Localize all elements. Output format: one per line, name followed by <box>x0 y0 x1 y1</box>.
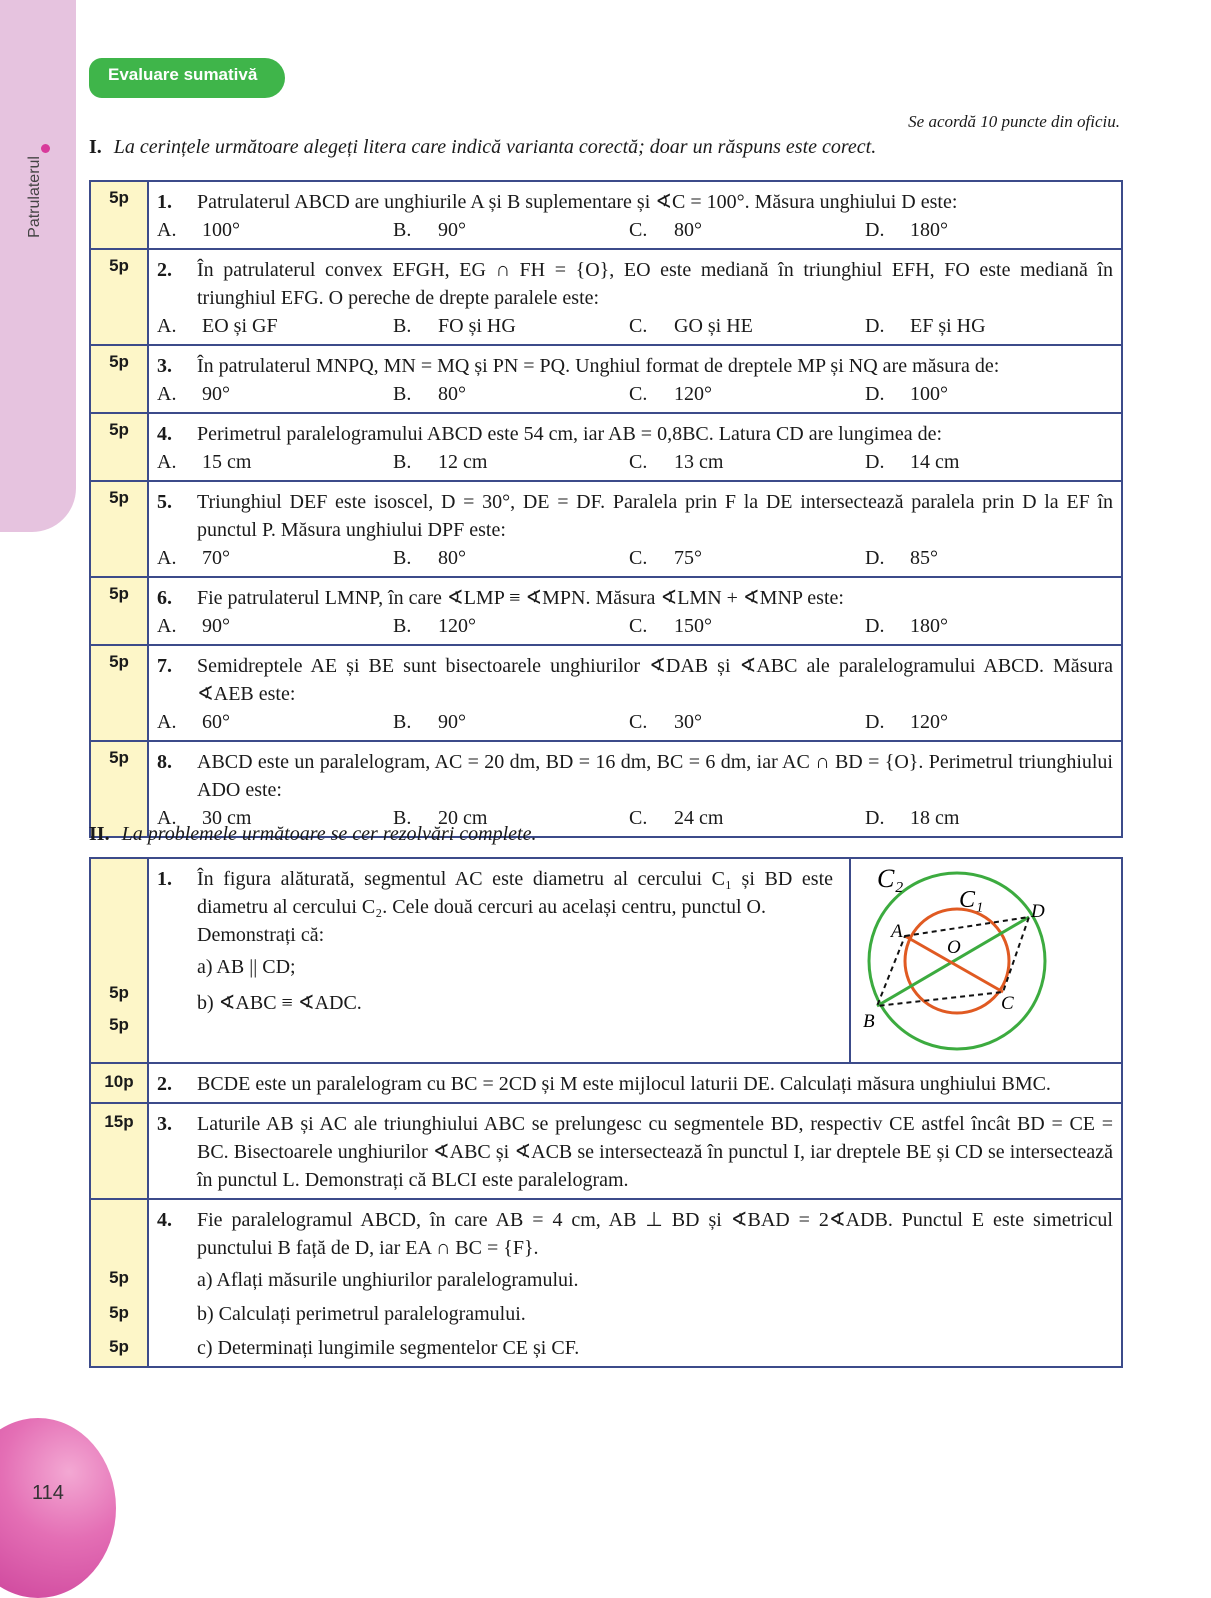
points-label: 5p <box>109 983 129 1002</box>
sidebar-tab <box>0 0 76 532</box>
answer-option[interactable] <box>393 708 629 736</box>
option-letter: C. <box>629 807 648 829</box>
sidebar-label: Patrulaterul <box>26 156 43 238</box>
question-body <box>148 481 1122 577</box>
problem-2-body <box>148 1063 1122 1103</box>
problem-4-row <box>90 1199 1122 1367</box>
option-value: 18 cm <box>910 807 960 829</box>
points-label: 5p <box>90 345 148 413</box>
option-letter: B. <box>393 547 412 569</box>
subquestion-a: a) Aflați măsurile unghiurilor paralelogramului. <box>197 1269 579 1291</box>
question-row <box>90 345 1122 413</box>
answer-option[interactable] <box>629 804 865 832</box>
question-number: 6. <box>157 587 172 609</box>
answer-option[interactable] <box>393 448 629 476</box>
points-label: 5p <box>109 1303 129 1322</box>
option-value: 15 cm <box>202 451 252 473</box>
points-label: 5p <box>90 481 148 577</box>
points-label: 10p <box>90 1063 148 1103</box>
option-letter: B. <box>393 711 412 733</box>
option-value: 12 cm <box>438 451 488 473</box>
option-letter: B. <box>393 615 412 637</box>
answer-option[interactable] <box>393 216 629 244</box>
section-1-title: I. La cerințele următoare alegeți litera care indică varianta corectă; doar un răspuns este corect. <box>89 136 877 158</box>
question-text: Patrulaterul ABCD are unghiurile A și B suplementare și ∢C = 100°. Măsura unghiului D este: <box>197 191 958 213</box>
answer-option[interactable] <box>393 544 629 572</box>
question-row <box>90 645 1122 741</box>
question-number: 8. <box>157 751 172 773</box>
answer-option[interactable] <box>393 380 629 408</box>
question-text: ABCD este un paralelogram, AC = 20 dm, BD = 16 dm, BC = 6 dm, iar AC ∩ BD = {O}. Perimetrul triunghiului ADO este: <box>197 751 1113 801</box>
option-value: 30° <box>674 711 702 733</box>
question-text: Fie patrulaterul LMNP, în care ∢LMP ≡ ∢MPN. Măsura ∢LMN + ∢MNP este: <box>197 587 844 609</box>
answer-option[interactable] <box>629 448 865 476</box>
answer-option[interactable] <box>629 380 865 408</box>
option-value: 100° <box>910 383 948 405</box>
option-value: 20 cm <box>438 807 488 829</box>
option-value: GO și HE <box>674 315 753 337</box>
option-letter: A. <box>157 711 177 733</box>
option-letter: C. <box>629 383 648 405</box>
problem-number: 2. <box>157 1073 172 1095</box>
option-letter: B. <box>393 315 412 337</box>
option-value: 24 cm <box>674 807 724 829</box>
option-value: 60° <box>202 711 230 733</box>
question-body <box>148 345 1122 413</box>
points-label: 5p <box>90 249 148 345</box>
label-a: A <box>891 921 903 942</box>
problem-1-body <box>148 858 850 1063</box>
option-letter: A. <box>157 807 177 829</box>
circles-figure <box>851 859 1121 1057</box>
problem-3-body <box>148 1103 1122 1199</box>
label-c: C <box>1001 993 1014 1014</box>
question-body <box>148 577 1122 645</box>
problem-1-row <box>90 858 1122 1063</box>
option-letter: C. <box>629 615 648 637</box>
answer-option[interactable] <box>629 312 865 340</box>
option-letter: C. <box>629 315 648 337</box>
label-c1: C₁ <box>959 887 984 913</box>
answer-options <box>157 216 1113 244</box>
question-number: 5. <box>157 491 172 513</box>
subquestion-b: b) Calculați perimetrul paralelogramului. <box>197 1303 526 1325</box>
answer-options <box>157 612 1113 640</box>
answer-option[interactable] <box>865 448 1101 476</box>
option-value: 180° <box>910 615 948 637</box>
option-letter: B. <box>393 219 412 241</box>
option-value: 100° <box>202 219 240 241</box>
question-text: Perimetrul paralelogramului ABCD este 54 cm, iar AB = 0,8BC. Latura CD are lungimea de: <box>197 423 942 445</box>
option-value: 90° <box>438 711 466 733</box>
question-text: În patrulaterul convex EFGH, EG ∩ FH = {O}, EO este mediană în triunghiul EFH, FO este mediană în triunghiul EFG. O pereche de drepte paralele este: <box>197 259 1113 309</box>
option-letter: A. <box>157 547 177 569</box>
question-row <box>90 181 1122 249</box>
option-value: 120° <box>910 711 948 733</box>
answer-option[interactable] <box>629 544 865 572</box>
option-value: FO și HG <box>438 315 516 337</box>
option-letter: A. <box>157 615 177 637</box>
option-value: 150° <box>674 615 712 637</box>
problem-text: Laturile AB și AC ale triunghiului ABC se prelungesc cu segmentele BD, respectiv CE astfel încât BD = CE = BC. Bisectoarele unghiurilor ∢ABC și ∢ACB se intersectează în punctul I, iar dreptele BE și CD se intersectează în punctul L. Demonstrați că BLCI este paralelogram. <box>197 1113 1113 1191</box>
label-b: B <box>863 1011 875 1032</box>
question-body <box>148 181 1122 249</box>
answer-option[interactable] <box>157 448 393 476</box>
option-letter: A. <box>157 383 177 405</box>
answer-option[interactable] <box>629 216 865 244</box>
problem-text: Fie paralelogramul ABCD, în care AB = 4 cm, AB ⊥ BD și ∢BAD = 2∢ADB. Punctul E este simetricul punctului B față de D, iar EA ∩ BC = {F}. <box>197 1209 1113 1259</box>
answer-option[interactable] <box>157 708 393 736</box>
part1-table <box>89 180 1123 838</box>
answer-options <box>157 380 1113 408</box>
answer-option[interactable] <box>865 612 1101 640</box>
question-body <box>148 645 1122 741</box>
page-number: 114 <box>32 1482 64 1504</box>
points-label: 5p <box>90 741 148 837</box>
option-letter: B. <box>393 383 412 405</box>
option-value: 120° <box>438 615 476 637</box>
subquestion-c: c) Determinați lungimile segmentelor CE și CF. <box>197 1337 580 1359</box>
question-text: În patrulaterul MNPQ, MN = MQ și PN = PQ. Unghiul format de dreptele MP și NQ are măsura de: <box>197 355 1000 377</box>
option-letter: C. <box>629 219 648 241</box>
problem-number: 3. <box>157 1113 172 1135</box>
problem-text: Demonstrați că: <box>197 924 325 946</box>
option-value: 85° <box>910 547 938 569</box>
problem-4-body <box>148 1199 1122 1367</box>
answer-options <box>157 312 1113 340</box>
points-label: 15p <box>90 1103 148 1199</box>
option-value: 90° <box>438 219 466 241</box>
answer-option[interactable] <box>157 380 393 408</box>
answer-option[interactable] <box>865 708 1101 736</box>
option-value: 180° <box>910 219 948 241</box>
points-label: 5p <box>90 413 148 481</box>
option-letter: D. <box>865 547 885 569</box>
points-label: 5p <box>109 1268 129 1287</box>
question-number: 1. <box>157 191 172 213</box>
option-letter: D. <box>865 807 885 829</box>
page-corner-decoration <box>0 1418 116 1598</box>
label-o: O <box>947 937 961 958</box>
option-letter: A. <box>157 219 177 241</box>
option-value: 80° <box>438 383 466 405</box>
option-value: EO și GF <box>202 315 278 337</box>
question-body <box>148 413 1122 481</box>
option-letter: D. <box>865 451 885 473</box>
question-number: 3. <box>157 355 172 377</box>
part2-table <box>89 857 1123 1368</box>
points-label: 5p <box>109 1337 129 1356</box>
answer-option[interactable] <box>865 216 1101 244</box>
points-cell <box>90 858 148 1063</box>
answer-options <box>157 708 1113 736</box>
problem-number: 4. <box>157 1209 172 1231</box>
question-number: 4. <box>157 423 172 445</box>
oficiu-note: Se acordă 10 puncte din oficiu. <box>908 112 1120 131</box>
option-value: 14 cm <box>910 451 960 473</box>
problem-number: 1. <box>157 868 172 890</box>
problem-text: BCDE este un paralelogram cu BC = 2CD și M este mijlocul laturii DE. Calculați măsura unghiului BMC. <box>197 1073 1051 1095</box>
option-value: 80° <box>674 219 702 241</box>
option-value: 70° <box>202 547 230 569</box>
answer-option[interactable] <box>865 804 1101 832</box>
option-letter: D. <box>865 383 885 405</box>
option-letter: C. <box>629 547 648 569</box>
answer-option[interactable] <box>157 216 393 244</box>
answer-option[interactable] <box>865 544 1101 572</box>
answer-option[interactable] <box>865 312 1101 340</box>
subquestion-b: b) ∢ABC ≡ ∢ADC. <box>197 992 362 1014</box>
question-row <box>90 481 1122 577</box>
option-letter: B. <box>393 451 412 473</box>
option-letter: D. <box>865 315 885 337</box>
option-letter: D. <box>865 219 885 241</box>
option-letter: D. <box>865 711 885 733</box>
answer-option[interactable] <box>157 612 393 640</box>
option-letter: D. <box>865 615 885 637</box>
figure-cell <box>850 858 1122 1063</box>
answer-option[interactable] <box>157 544 393 572</box>
option-letter: A. <box>157 315 177 337</box>
section-2-title: II. La problemele următoare se cer rezolvări complete. <box>89 823 537 845</box>
option-letter: C. <box>629 451 648 473</box>
question-row <box>90 249 1122 345</box>
option-value: 75° <box>674 547 702 569</box>
bullet-icon <box>41 144 50 153</box>
option-letter: C. <box>629 711 648 733</box>
page-title: Evaluare sumativă <box>89 58 285 98</box>
option-value: 30 cm <box>202 807 252 829</box>
problem-3-row <box>90 1103 1122 1199</box>
question-text: Semidreptele AE și BE sunt bisectoarele unghiurilor ∢DAB și ∢ABC ale paralelogramului ABCD. Măsura ∢AEB este: <box>197 655 1113 705</box>
points-label: 5p <box>90 577 148 645</box>
points-label: 5p <box>109 1015 129 1034</box>
question-number: 2. <box>157 259 172 281</box>
option-letter: B. <box>393 807 412 829</box>
option-value: 13 cm <box>674 451 724 473</box>
question-row <box>90 577 1122 645</box>
answer-options <box>157 544 1113 572</box>
subquestion-a: a) AB || CD; <box>197 956 296 978</box>
option-value: 90° <box>202 383 230 405</box>
answer-option[interactable] <box>865 380 1101 408</box>
points-label: 5p <box>90 645 148 741</box>
answer-options <box>157 448 1113 476</box>
option-value: 90° <box>202 615 230 637</box>
option-value: EF și HG <box>910 315 986 337</box>
circle-c1 <box>905 909 1009 1013</box>
label-c2: C₂ <box>877 864 904 893</box>
answer-option[interactable] <box>157 312 393 340</box>
answer-option[interactable] <box>393 612 629 640</box>
answer-option[interactable] <box>629 708 865 736</box>
question-body <box>148 249 1122 345</box>
option-value: 120° <box>674 383 712 405</box>
label-d: D <box>1031 901 1045 922</box>
points-cell <box>90 1199 148 1367</box>
question-text: Triunghiul DEF este isoscel, D = 30°, DE = DF. Paralela prin F la DE intersectează paralela prin D la EF în punctul P. Măsura unghiului DPF este: <box>197 491 1113 541</box>
problem-text: În figura alăturată, segmentul AC este diametru al cercului C₁ și BD este diametru al cercului C₂. Cele două cercuri au același centru, punctul O. <box>197 868 833 918</box>
points-label: 5p <box>90 181 148 249</box>
option-value: 80° <box>438 547 466 569</box>
answer-option[interactable] <box>393 312 629 340</box>
problem-2-row <box>90 1063 1122 1103</box>
question-row <box>90 413 1122 481</box>
option-letter: A. <box>157 451 177 473</box>
question-number: 7. <box>157 655 172 677</box>
answer-option[interactable] <box>629 612 865 640</box>
